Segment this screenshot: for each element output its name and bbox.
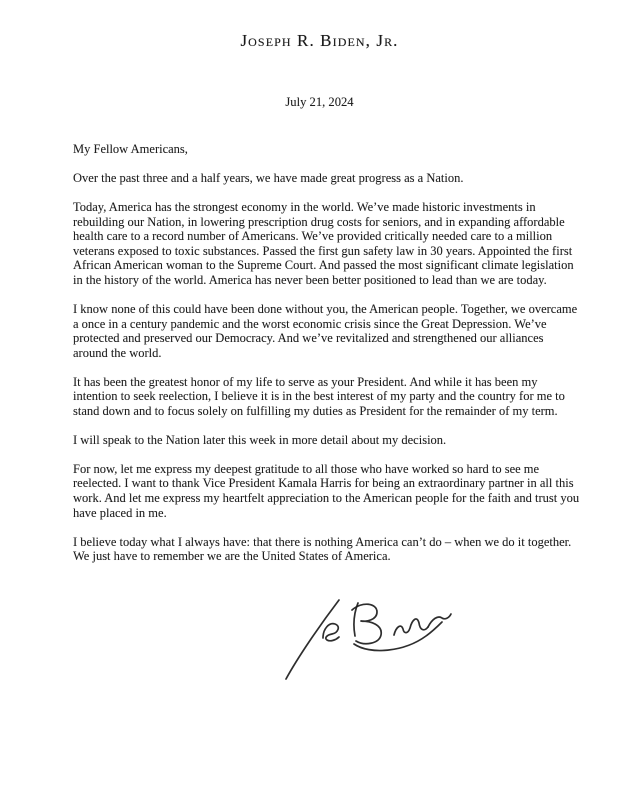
letter-paragraph: I believe today what I always have: that there is nothing America can’t do – when we do it together. We just have to remember we are the United States of America. <box>73 534 572 564</box>
salutation: My Fellow Americans, <box>73 142 188 156</box>
signature-strokes <box>278 594 460 686</box>
letter-paragraph: For now, let me express my deepest gratitude to all those who have worked so hard to see me reelected. I want to thank Vice President Kamala Harris for being an extraordinary partner in all this work. And let me express my heartfelt appreciation to the American people for the faith and trust you have placed in me. <box>73 461 580 520</box>
letter-date: July 21, 2024 <box>285 95 354 109</box>
letter-paragraph: I know none of this could have been done without you, the American people. Together, we overcame a once in a century pandemic and the worst economic crisis since the Great Depression. We’ve protected and preserved our Democracy. And we’ve revitalized and strengthened our alliances around the world. <box>73 301 578 360</box>
letter-paragraph: Today, America has the strongest economy in the world. We’ve made historic investments in rebuilding our Nation, in lowering prescription drug costs for seniors, and in expanding affordable health care to a record number of Americans. We’ve provided critically needed care to a million veterans exposed to toxic substances. Passed the first gun safety law in 30 years. Appointed the first African American woman to the Supreme Court. And passed the most significant climate legislation in the history of the world. America has never been better positioned to lead than we are today. <box>73 199 574 287</box>
letterhead-name: Joseph R. Biden, Jr. <box>240 31 399 50</box>
letter-paragraph: Over the past three and a half years, we have made great progress as a Nation. <box>73 170 464 185</box>
signature-joe-biden-icon <box>278 594 460 686</box>
letter-paragraph: I will speak to the Nation later this week in more detail about my decision. <box>73 432 447 447</box>
letter-body <box>73 142 580 564</box>
letter-paragraph: It has been the greatest honor of my life to serve as your President. And while it has been my intention to seek reelection, I believe it is in the best interest of my party and the country for me to stand down and to focus solely on fulfilling my duties as President for the remainder of my term. <box>73 374 565 418</box>
